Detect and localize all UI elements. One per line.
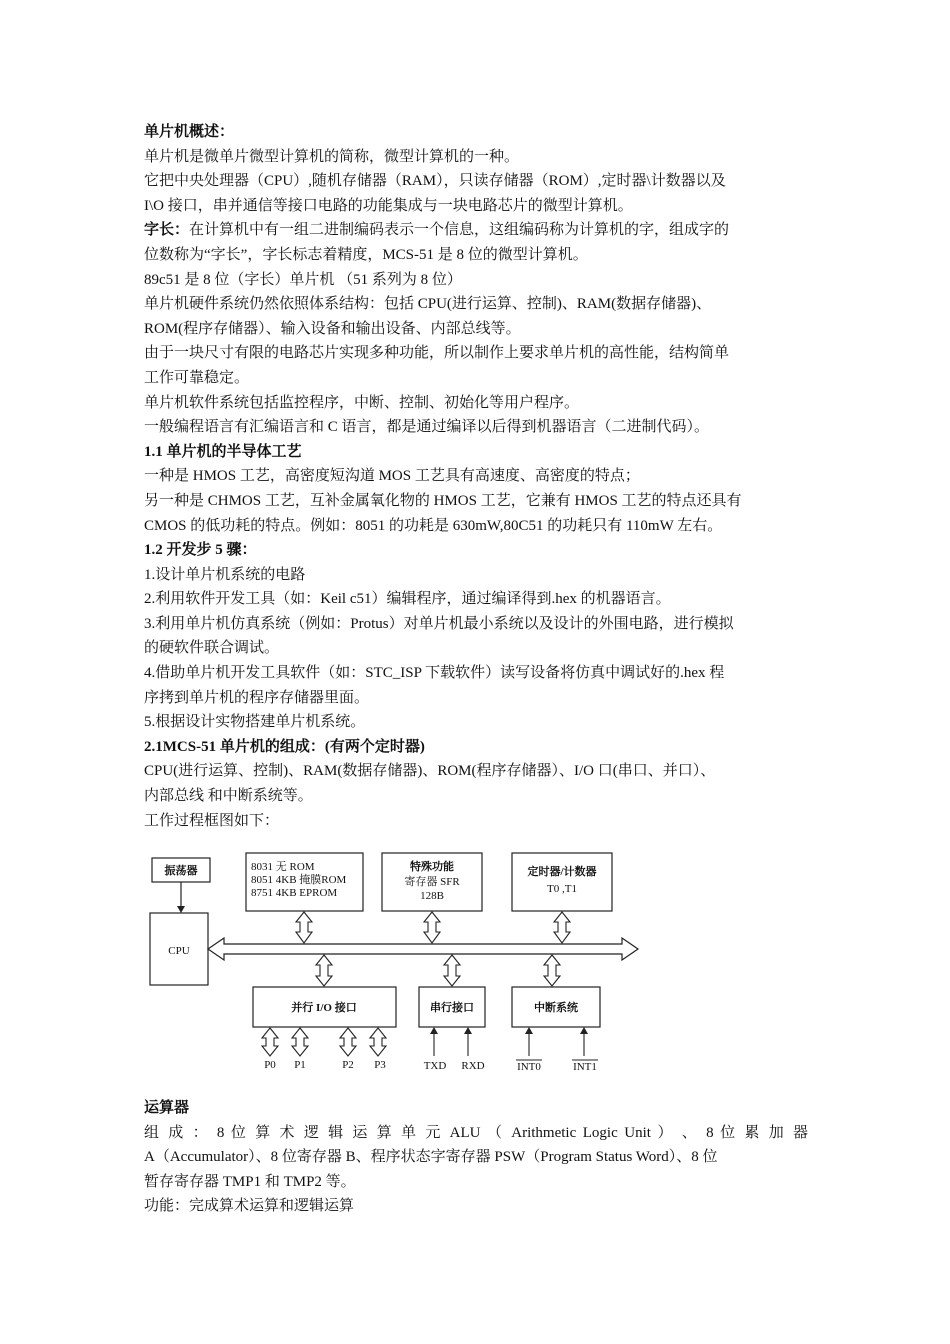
paragraph-line: 工作过程框图如下： xyxy=(144,812,280,829)
paragraph-line: 由于一块尺寸有限的电路芯片实现多种功能，所以制作上要求单片机的高性能，结构简单 xyxy=(144,345,730,362)
paragraph-line: I\O 接口，串并通信等接口电路的功能集成与一块电路芯片的微型计算机。 xyxy=(144,197,633,214)
paragraph-line-word-length xyxy=(144,218,808,243)
port-p3-label: P3 xyxy=(374,1059,386,1071)
mcs51-block-diagram xyxy=(140,850,650,1085)
paragraph-line: 工作可靠稳定。 xyxy=(144,369,250,386)
txd-label: TXD xyxy=(423,1060,447,1072)
paragraph-line: 一种是 HMOS 工艺，高密度短沟道 MOS 工艺具有高速度、高密度的特点； xyxy=(144,468,640,485)
paragraph-line: CPU(进行运算、控制)、RAM(数据存储器)、ROM(程序存储器）、I/O 口(串口、并口）、 xyxy=(144,763,716,780)
paragraph-line: ROM(程序存储器）、输入设备和输出设备、内部总线等。 xyxy=(144,320,521,337)
paragraph-line-justified: 组 成 ： 8 位 算 术 逻 辑 运 算 单 元 ALU （ Arithmetic Logic Unit ） 、 8 位 累 加 器 xyxy=(144,1124,808,1141)
paragraph-line: 它把中央处理器（CPU）,随机存储器（RAM），只读存储器（ROM）,定时器\计数器以及 xyxy=(144,173,726,190)
port-p2-label: P2 xyxy=(342,1059,354,1071)
timer-line-2: T0 ,T1 xyxy=(547,883,577,895)
parallel-io-label: 并行 I/O 接口 xyxy=(291,1002,357,1014)
heading-development-steps: 1.2 开发步 5 骤： xyxy=(144,542,257,559)
list-item: 4.借助单片机开发工具软件（如：STC_ISP 下载软件）读写设备将仿真中调试好的.hex 程 xyxy=(144,665,725,682)
oscillator-label: 振荡器 xyxy=(164,865,198,877)
paragraph-line: 单片机是微单片微型计算机的简称，微型计算机的一种。 xyxy=(144,148,520,165)
list-item: 2.利用软件开发工具（如：Keil c51）编辑程序，通过编译得到.hex 的机器语言。 xyxy=(144,591,671,608)
timer-box xyxy=(512,853,612,911)
list-item: 1.设计单片机系统的电路 xyxy=(144,566,306,583)
paragraph-line: 功能：完成算术运算和逻辑运算 xyxy=(144,1198,355,1215)
term-word-length: 字长： xyxy=(144,222,190,239)
int0-label: INT0 xyxy=(517,1061,541,1073)
paragraph-line: CMOS 的低功耗的特点。例如：8051 的功耗是 630mW,80C51 的功耗只有 110mW 左右。 xyxy=(144,517,723,534)
paragraph-line: 89c51 是 8 位（字长）单片机 （51 系列为 8 位） xyxy=(144,271,462,288)
sfr-line-3: 128B xyxy=(420,890,444,902)
sfr-line-1: 特殊功能 xyxy=(410,861,454,873)
list-item-continued: 的硬软件联合调试。 xyxy=(144,640,280,657)
port-p1-label: P1 xyxy=(294,1059,306,1071)
paragraph-line: 暂存寄存器 TMP1 和 TMP2 等。 xyxy=(144,1173,356,1190)
paragraph-line: 单片机硬件系统仍然依照体系结构：包括 CPU(进行运算、控制)、RAM(数据存储器)、 xyxy=(144,296,712,313)
rom-line-2: 8051 4KB 掩膜ROM xyxy=(251,874,347,886)
heading-overview: 单片机概述： xyxy=(144,124,235,140)
paragraph-line: 内部总线 和中断系统等。 xyxy=(144,788,313,805)
bus-connectors xyxy=(262,912,570,1056)
paragraph-line: A（Accumulator）、8 位寄存器 B、程序状态字寄存器 PSW（Program Status Word）、8 位 xyxy=(144,1149,718,1166)
int1-label: INT1 xyxy=(573,1061,597,1073)
serial-label: 串行接口 xyxy=(430,1002,474,1014)
paragraph-line: 位数称为“字长”，字长标志着精度，MCS-51 是 8 位的微型计算机。 xyxy=(144,246,588,263)
list-item: 5.根据设计实物搭建单片机系统。 xyxy=(144,714,366,731)
heading-mcs51-composition: 2.1MCS-51 单片机的组成：(有两个定时器) xyxy=(144,738,425,755)
heading-arithmetic-unit: 运算器 xyxy=(144,1100,190,1116)
rxd-label: RXD xyxy=(461,1060,485,1072)
list-item: 3.利用单片机仿真系统（例如：Protus）对单片机最小系统以及设计的外围电路，进行模拟 xyxy=(144,615,734,632)
list-item-continued: 序拷到单片机的程序存储器里面。 xyxy=(144,689,370,706)
paragraph-line: 一般编程语言有汇编语言和 C 语言，都是通过编译以后得到机器语言（二进制代码）。 xyxy=(144,419,710,436)
definition-text: 在计算机中有一组二进制编码表示一个信息，这组编码称为计算机的字，组成字的 xyxy=(189,222,730,239)
interrupt-label: 中断系统 xyxy=(534,1002,578,1014)
system-bus-arrow xyxy=(208,938,638,960)
timer-line-1: 定时器/计数器 xyxy=(527,866,597,878)
port-p0-label: P0 xyxy=(264,1059,276,1071)
heading-semiconductor-process: 1.1 单片机的半导体工艺 xyxy=(144,443,302,460)
sfr-line-2: 寄存器 SFR xyxy=(404,876,460,888)
paragraph-line: 单片机软件系统包括监控程序，中断、控制、初始化等用户程序。 xyxy=(144,394,580,411)
rom-line-1: 8031 无 ROM xyxy=(251,861,315,873)
oscillator-arrow-head xyxy=(177,906,185,913)
document-body xyxy=(144,120,808,833)
cpu-label: CPU xyxy=(168,945,190,957)
rom-line-3: 8751 4KB EPROM xyxy=(251,887,338,899)
arithmetic-unit-section xyxy=(144,1096,808,1219)
paragraph-line: 另一种是 CHMOS 工艺，互补金属氧化物的 HMOS 工艺，它兼有 HMOS 工艺的特点还具有 xyxy=(144,492,742,509)
